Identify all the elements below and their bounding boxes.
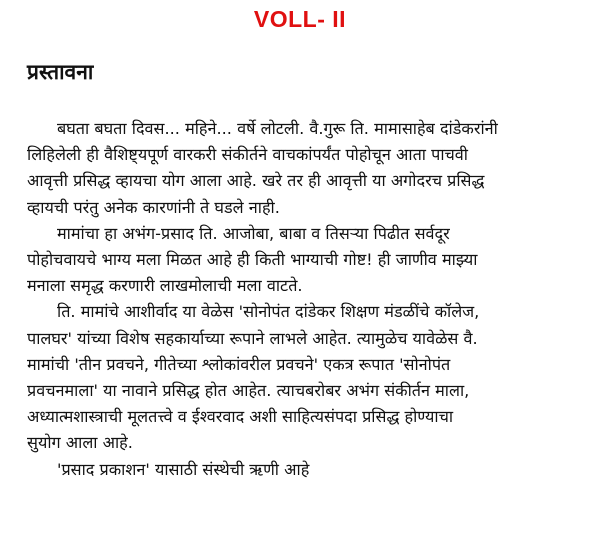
text-line: पोहोचवायचे भाग्य मला मिळत आहे ही किती भाग्याची गोष्ट! ही जाणीव माझ्या xyxy=(27,250,478,270)
text-line: सुयोग आला आहे. xyxy=(27,433,133,453)
text-line: प्रवचनमाला' या नावाने प्रसिद्ध होत आहेत. त्याचबरोबर अभंग संकीर्तन माला, xyxy=(27,381,470,401)
paragraph-1 xyxy=(27,116,587,221)
text-line: ति. मामांचे आशीर्वाद या वेळेस 'सोनोपंत दांडेकर शिक्षण मंडळींचे कॉलेज, xyxy=(57,302,480,322)
text-line: व्हायची परंतु अनेक कारणांनी ते घडले नाही. xyxy=(27,197,280,217)
text-line: बघता बघता दिवस... महिने... वर्षे लोटली. वै.गुरू ति. मामासाहेब दांडेकरांनी xyxy=(57,119,498,138)
text-line: पालघर' यांच्या विशेष सहकार्याच्या रूपाने लाभले आहेत. त्यामुळेच यावेळेस वै. xyxy=(27,328,478,348)
text-line: मामांची 'तीन प्रवचने, गीतेच्या श्लोकांवरील प्रवचने' एकत्र रूपात 'सोनोपंत xyxy=(27,354,451,374)
paragraph-4 xyxy=(27,457,587,483)
paragraph-2 xyxy=(27,221,587,300)
text-line: लिहिलेली ही वैशिष्ट्यपूर्ण वारकरी संकीर्तने वाचकांपर्यंत पोहोचून आता पाचवी xyxy=(27,145,468,165)
text-line: 'प्रसाद प्रकाशन' यासाठी संस्थेची ऋणी आहे xyxy=(57,459,310,479)
paragraph-3 xyxy=(27,299,587,456)
text-line: अध्यात्मशास्त्राची मूलतत्त्वे व ईश्वरवाद अशी साहित्यसंपदा प्रसिद्ध होण्याचा xyxy=(27,407,454,427)
volume-header: VOLL- II xyxy=(253,6,347,32)
body-text xyxy=(27,116,587,483)
text-line: आवृत्ती प्रसिद्ध व्हायचा योग आला आहे. खरे तर ही आवृत्ती या अगोदरच प्रसिद्ध xyxy=(27,171,485,191)
section-title: प्रस्तावना xyxy=(27,60,94,84)
text-line: मनाला समृद्ध करणारी लाखमोलाची मला वाटते. xyxy=(27,276,303,296)
text-line: मामांचा हा अभंग-प्रसाद ति. आजोबा, बाबा व तिसऱ्या पिढीत सर्वदूर xyxy=(57,223,450,243)
